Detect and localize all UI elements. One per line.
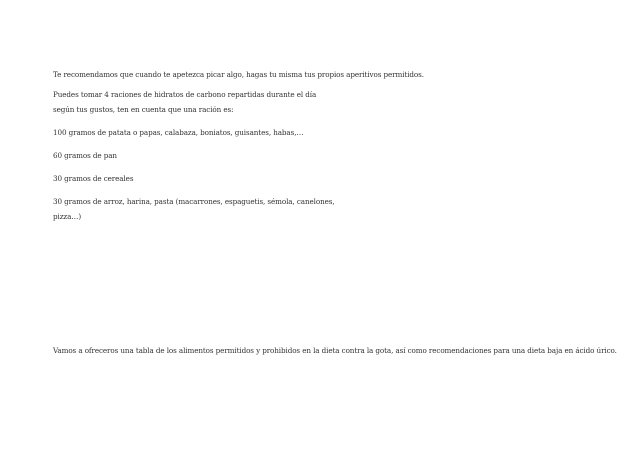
portion-item-cereal: 30 gramos de cereales <box>53 174 134 183</box>
carbs-paragraph-line-1: Puedes tomar 4 raciones de hidratos de carbono repartidas durante el día <box>53 90 317 99</box>
portion-item-rice-line-1: 30 gramos de arroz, harina, pasta (macarrones, espaguetis, sémola, canelones, <box>53 197 335 206</box>
carbs-paragraph-line-2: según tus gustos, ten en cuenta que una ración es: <box>53 105 234 114</box>
snacks-paragraph: Te recomendamos que cuando te apetezca picar algo, hagas tu misma tus propios aperitivos permitidos. <box>53 70 424 79</box>
portion-item-rice-line-2: pizza…) <box>53 212 82 221</box>
portion-item-potato: 100 gramos de patata o papas, calabaza, boniatos, guisantes, habas,… <box>53 128 304 137</box>
portion-item-bread: 60 gramos de pan <box>53 151 117 160</box>
table-intro-paragraph: Vamos a ofreceros una tabla de los alimentos permitidos y prohibidos en la dieta contra la gota, así como recomendaciones para una dieta baja en ácido úrico. <box>53 346 617 355</box>
